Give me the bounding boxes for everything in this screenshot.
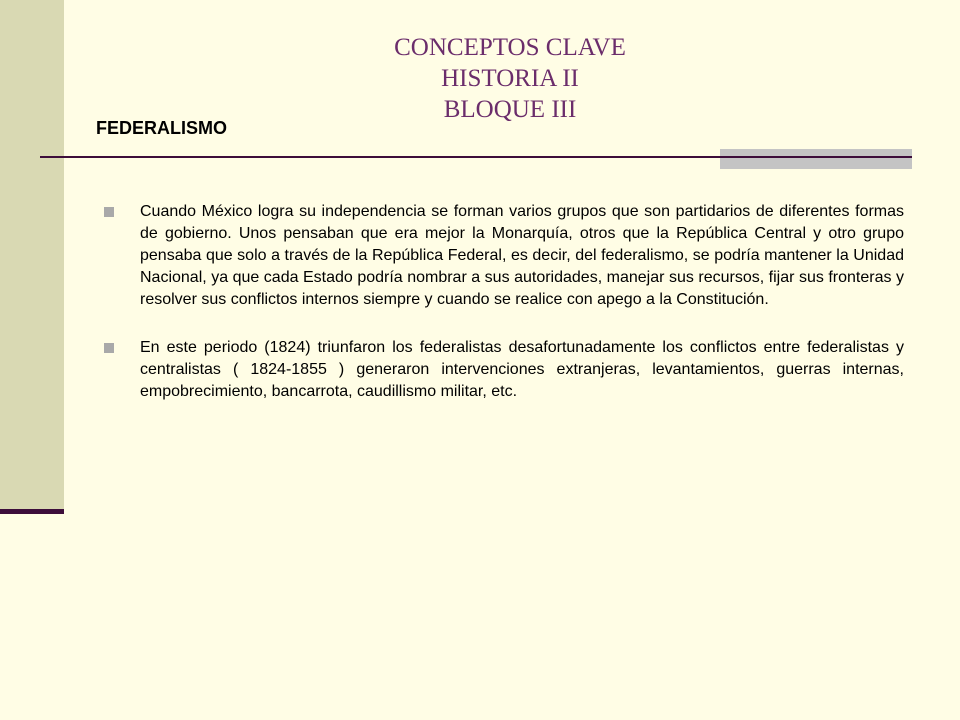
square-bullet-icon: [104, 207, 114, 217]
title-line-1: CONCEPTOS CLAVE: [394, 34, 626, 61]
bullet-item: [104, 201, 904, 311]
bullet-text: En este periodo (1824) triunfaron los federalistas desafortunadamente los conflictos entre federalistas y centralistas ( 1824-1855 ) generaron intervenciones extranjeras, levantamientos, guerras internas, empobrecimiento, bancarrota, caudillismo militar, etc.: [140, 339, 904, 400]
header-accent-bar: [720, 149, 912, 169]
square-bullet-icon: [104, 343, 114, 353]
header-divider: [40, 156, 912, 158]
title-line-3: BLOQUE III: [443, 96, 577, 123]
bullet-text: Cuando México logra su independencia se forman varios grupos que son partidarios de diferentes formas de gobierno. Unos pensaban que era mejor la Monarquía, otros que la República Central y otro grupo pensaba que solo a través de la República Federal, es decir, del federalismo, se podría mantener la Unidad Nacional, ya que cada Estado podría nombrar a sus autoridades, manejar sus recursos, fijar sus fronteras y resolver sus conflictos internos siempre y cuando se realice con apego a la Constitución.: [140, 203, 904, 308]
title-line-2: HISTORIA II: [441, 65, 579, 92]
slide-content: [104, 201, 904, 429]
side-decor-bar: [0, 0, 64, 510]
slide-title: [300, 32, 720, 125]
section-label: FEDERALISMO: [96, 118, 228, 138]
bullet-item: [104, 337, 904, 403]
side-decor-rule: [0, 509, 64, 514]
